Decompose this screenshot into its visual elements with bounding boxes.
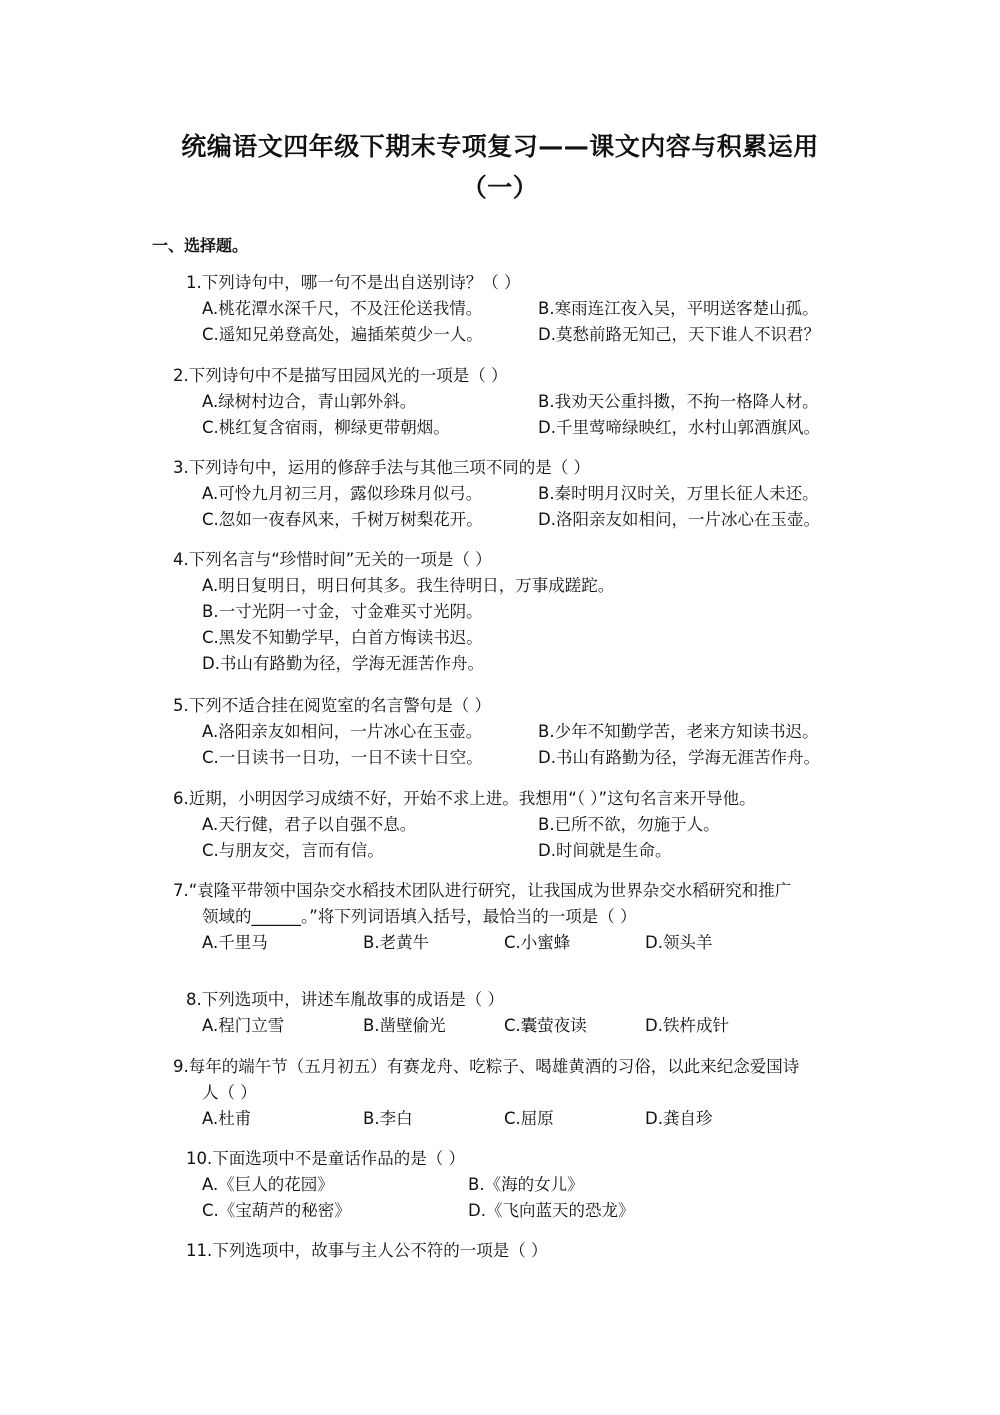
question-9-stem: 9.每年的端午节（五月初五）有赛龙舟、吃粽子、喝雄黄酒的习俗，以此来纪念爱国诗 [173, 1057, 800, 1076]
question-10-option-b: B.《海的女儿》 [468, 1175, 584, 1194]
question-7-stem-continued: 领域的______。”将下列词语填入括号，最恰当的一项是（ ） [202, 907, 637, 926]
question-3-stem: 3.下列诗句中，运用的修辞手法与其他三项不同的是（ ） [173, 458, 590, 477]
question-1-option-b: B.寒雨连江夜入吴，平明送客楚山孤。 [538, 299, 819, 318]
question-6-stem: 6.近期，小明因学习成绩不好，开始不求上进。我想用“（ ）”这句名言来开导他。 [173, 789, 756, 808]
page-title-line2: （一） [461, 173, 539, 202]
question-7-stem: 7.“袁隆平带领中国杂交水稻技术团队进行研究，让我国成为世界杂交水稻研究和推广 [173, 881, 792, 900]
question-7-option-b: B.老黄牛 [363, 933, 430, 952]
question-1-option-a: A.桃花潭水深千尺，不及汪伦送我情。 [202, 299, 483, 318]
question-2-option-d: D.千里莺啼绿映红，水村山郭酒旗风。 [538, 418, 820, 437]
question-5-option-a: A.洛阳亲友如相问，一片冰心在玉壶。 [202, 722, 483, 741]
question-5-option-b: B.少年不知勤学苦，老来方知读书迟。 [538, 722, 819, 741]
question-1-option-c: C.遥知兄弟登高处，遍插茱萸少一人。 [202, 325, 483, 344]
question-4-stem: 4.下列名言与“珍惜时间”无关的一项是（ ） [173, 550, 492, 569]
question-10-option-d: D.《飞向蓝天的恐龙》 [468, 1201, 635, 1220]
question-9-stem-continued: 人（ ） [202, 1083, 257, 1102]
question-4-option-b: B.一寸光阴一寸金，寸金难买寸光阴。 [202, 602, 483, 621]
question-1-stem: 1.下列诗句中，哪一句不是出自送别诗？（ ） [186, 273, 521, 292]
page-title-line1: 统编语文四年级下期末专项复习——课文内容与积累运用 [181, 132, 819, 161]
question-2-option-b: B.我劝天公重抖擞，不拘一格降人材。 [538, 392, 819, 411]
question-2-option-a: A.绿树村边合，青山郭外斜。 [202, 392, 417, 411]
question-3-option-d: D.洛阳亲友如相问，一片冰心在玉壶。 [538, 510, 820, 529]
question-4-option-d: D.书山有路勤为径，学海无涯苦作舟。 [202, 654, 484, 673]
question-2-option-c: C.桃红复含宿雨，柳绿更带朝烟。 [202, 418, 450, 437]
question-6-option-c: C.与朋友交，言而有信。 [202, 841, 384, 860]
question-10-stem: 10.下面选项中不是童话作品的是（ ） [186, 1149, 465, 1168]
question-8-option-c: C.囊萤夜读 [504, 1016, 587, 1035]
question-11-stem: 11.下列选项中，故事与主人公不符的一项是（ ） [186, 1241, 548, 1260]
question-7-option-d: D.领头羊 [645, 933, 713, 952]
question-10-option-c: C.《宝葫芦的秘密》 [202, 1201, 351, 1220]
question-3-option-a: A.可怜九月初三月，露似珍珠月似弓。 [202, 484, 483, 503]
question-8-option-a: A.程门立雪 [202, 1016, 285, 1035]
question-9-option-b: B.李白 [363, 1109, 413, 1128]
question-6-option-d: D.时间就是生命。 [538, 841, 672, 860]
question-7-option-a: A.千里马 [202, 933, 268, 952]
question-7-option-c: C.小蜜蜂 [504, 933, 571, 952]
question-5-option-c: C.一日读书一日功，一日不读十日空。 [202, 748, 483, 767]
question-2-stem: 2.下列诗句中不是描写田园风光的一项是（ ） [173, 366, 508, 385]
question-9-option-c: C.屈原 [504, 1109, 554, 1128]
question-8-stem: 8.下列选项中，讲述车胤故事的成语是（ ） [186, 990, 504, 1009]
question-8-option-d: D.铁杵成针 [645, 1016, 729, 1035]
question-6-option-b: B.已所不欲，勿施于人。 [538, 815, 720, 834]
question-9-option-d: D.龚自珍 [645, 1109, 713, 1128]
question-4-option-c: C.黑发不知勤学早，白首方悔读书迟。 [202, 628, 483, 647]
question-1-option-d: D.莫愁前路无知己，天下谁人不识君？ [538, 325, 820, 344]
section-heading: 一、选择题。 [152, 236, 249, 255]
question-3-option-c: C.忽如一夜春风来，千树万树梨花开。 [202, 510, 483, 529]
question-4-option-a: A.明日复明日，明日何其多。我生待明日，万事成蹉跎。 [202, 576, 615, 595]
question-9-option-a: A.杜甫 [202, 1109, 252, 1128]
question-5-option-d: D.书山有路勤为径，学海无涯苦作舟。 [538, 748, 820, 767]
question-5-stem: 5.下列不适合挂在阅览室的名言警句是（ ） [173, 696, 491, 715]
question-3-option-b: B.秦时明月汉时关，万里长征人未还。 [538, 484, 819, 503]
question-10-option-a: A.《巨人的花园》 [202, 1175, 334, 1194]
question-8-option-b: B.凿壁偷光 [363, 1016, 446, 1035]
question-6-option-a: A.天行健，君子以自强不息。 [202, 815, 417, 834]
